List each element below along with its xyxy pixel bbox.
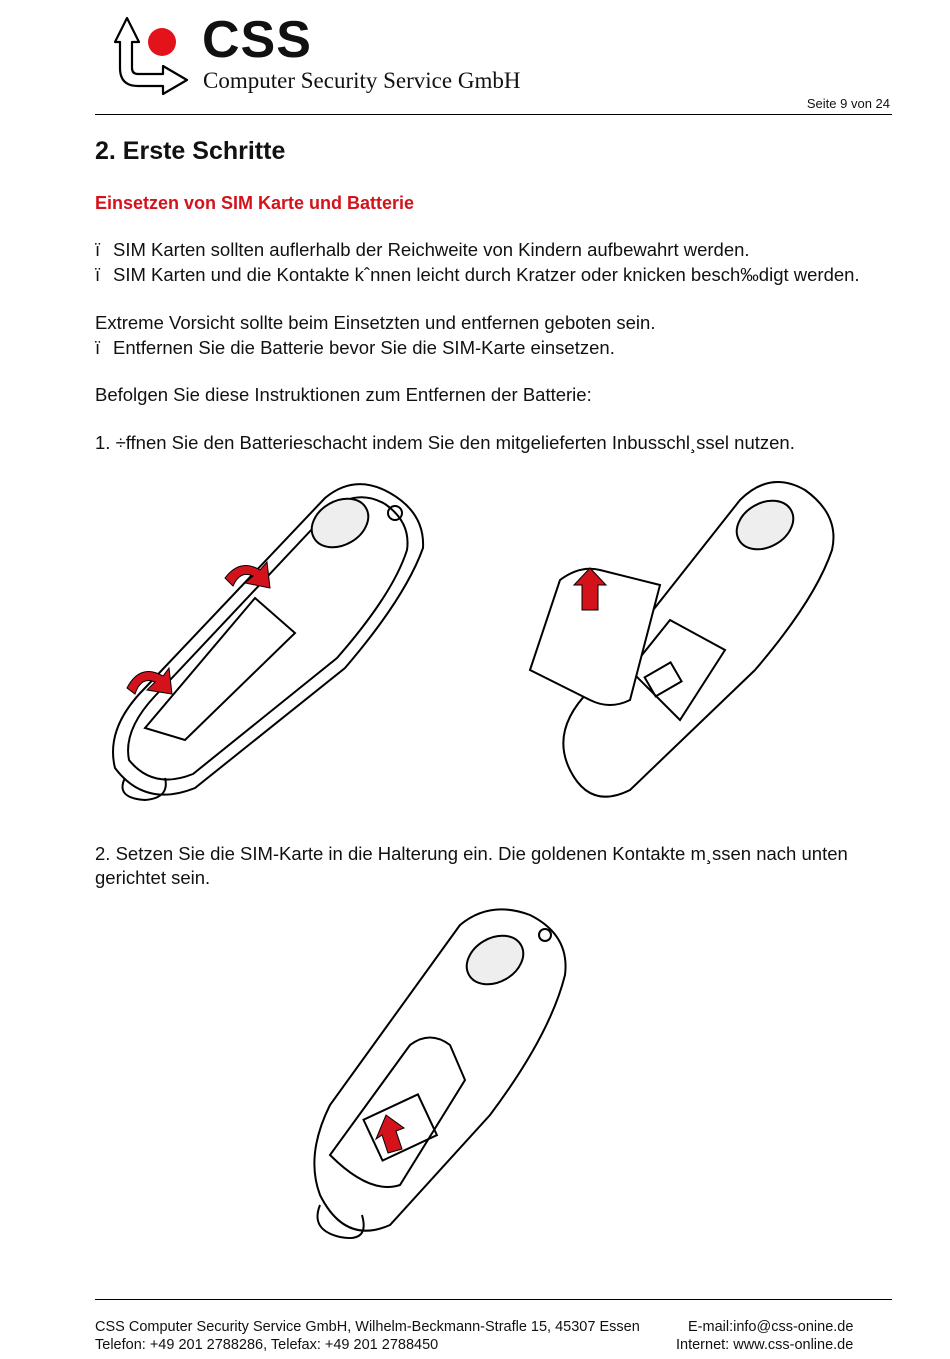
step-2-text-line-1: 2. Setzen Sie die SIM-Karte in die Halterung ein. Die goldenen Kontakte m¸ssen nach unten xyxy=(95,843,848,864)
bullet-glyph: ï xyxy=(95,239,101,260)
device-illustration-sim xyxy=(300,905,590,1250)
footer-email[interactable]: E-mail:info@css-onine.de xyxy=(688,1319,854,1335)
company-name: Computer Security Service GmbH xyxy=(203,68,521,93)
device-illustration-open xyxy=(520,470,840,805)
footer-phone: Telefon: +49 201 2788286, Telefax: +49 201 2788450 xyxy=(95,1337,439,1353)
bullet-item xyxy=(95,239,750,261)
header-divider xyxy=(95,114,892,115)
step-1-text: 1. ÷ffnen Sie den Batterieschacht indem Sie den mitgelieferten Inbusschl¸ssel nutzen. xyxy=(95,432,795,453)
instructions-text: Befolgen Sie diese Instruktionen zum Entfernen der Batterie: xyxy=(95,384,592,405)
footer-address: CSS Computer Security Service GmbH, Wilhelm-Beckmann-Strafle 15, 45307 Essen xyxy=(95,1319,640,1335)
section-title: 2. Erste Schritte xyxy=(95,137,286,165)
footer-divider xyxy=(95,1299,892,1300)
logo-wordmark: CSS xyxy=(202,11,312,69)
footer-web[interactable]: Internet: www.css-online.de xyxy=(676,1337,854,1353)
bullet-glyph: ï xyxy=(95,264,101,285)
bullet-text: SIM Karten sollten auflerhalb der Reichweite von Kindern aufbewahrt werden. xyxy=(113,239,750,260)
bullet-glyph: ï xyxy=(95,337,101,358)
section-subtitle: Einsetzen von SIM Karte und Batterie xyxy=(95,193,415,213)
step-2-text-line-2: gerichtet sein. xyxy=(95,867,211,888)
device-illustration-closed xyxy=(105,478,435,803)
logo-arrow-icon xyxy=(105,14,195,98)
bullet-text: Entfernen Sie die Batterie bevor Sie die SIM-Karte einsetzen. xyxy=(113,337,615,358)
page-number: Seite 9 von 24 xyxy=(806,96,890,111)
bullet-text: SIM Karten und die Kontakte kˆnnen leicht durch Kratzer oder knicken besch‰digt werden. xyxy=(113,264,860,285)
bullet-item xyxy=(95,337,615,359)
caution-text: Extreme Vorsicht sollte beim Einsetzten und entfernen geboten sein. xyxy=(95,312,656,333)
bullet-item xyxy=(95,264,860,286)
